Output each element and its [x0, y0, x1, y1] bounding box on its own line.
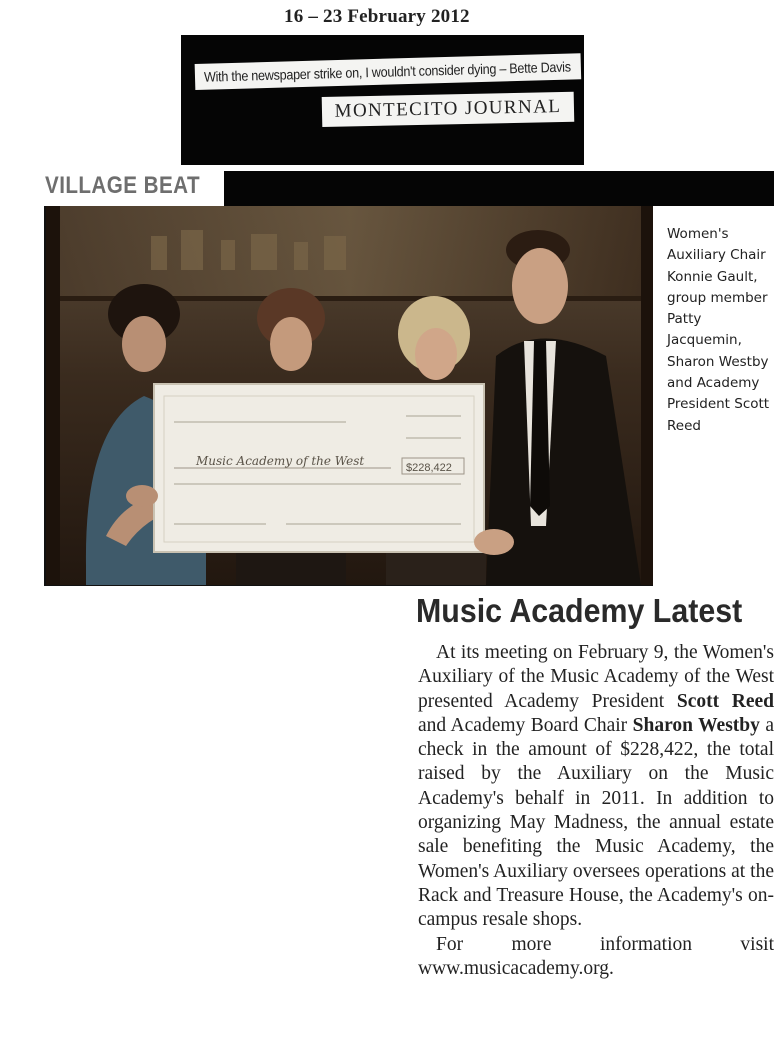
article-body [418, 641, 774, 981]
issue-date: 16 – 23 February 2012 [284, 6, 470, 27]
article-paragraph-2: For more information visit www.musicacademy.org. [418, 933, 774, 979]
article-headline: Music Academy Latest [416, 592, 743, 629]
photo-caption: Women's Auxiliary Chair Konnie Gault, group member Patty Jacquemin, Sharon Westby and Academy President Scott Reed [667, 226, 770, 434]
masthead-strip [322, 92, 575, 127]
news-photo [44, 206, 653, 586]
publication-name: MONTECITO JOURNAL [334, 95, 562, 122]
name-sharon-westby: Sharon Westby [632, 714, 760, 736]
check-graphic [154, 384, 484, 552]
section-bar [224, 171, 774, 206]
name-scott-reed: Scott Reed [676, 690, 774, 712]
article-paragraph-1: At its meeting on February 9, the Women's Auxiliary of the Music Academy of the West presented Academy President Scott Reed and Academy Board Chair Sharon Westby a check in the amount of $228,422, the total raised by the Auxiliary on the Music Academy's behalf in 2011. In addition to organizing May Madness, the annual estate sale benefiting the Music Academy, the Women's Auxiliary oversees operations at the Rack and Treasure House, the Academy's on-campus resale shops. [418, 642, 774, 931]
masthead-quote: With the newspaper strike on, I wouldn't consider dying – Bette Davis [203, 58, 571, 85]
check-payee: Music Academy of the West [196, 454, 365, 468]
check-amount: $228,422 [406, 462, 452, 474]
section-title: VILLAGE BEAT [45, 172, 201, 199]
